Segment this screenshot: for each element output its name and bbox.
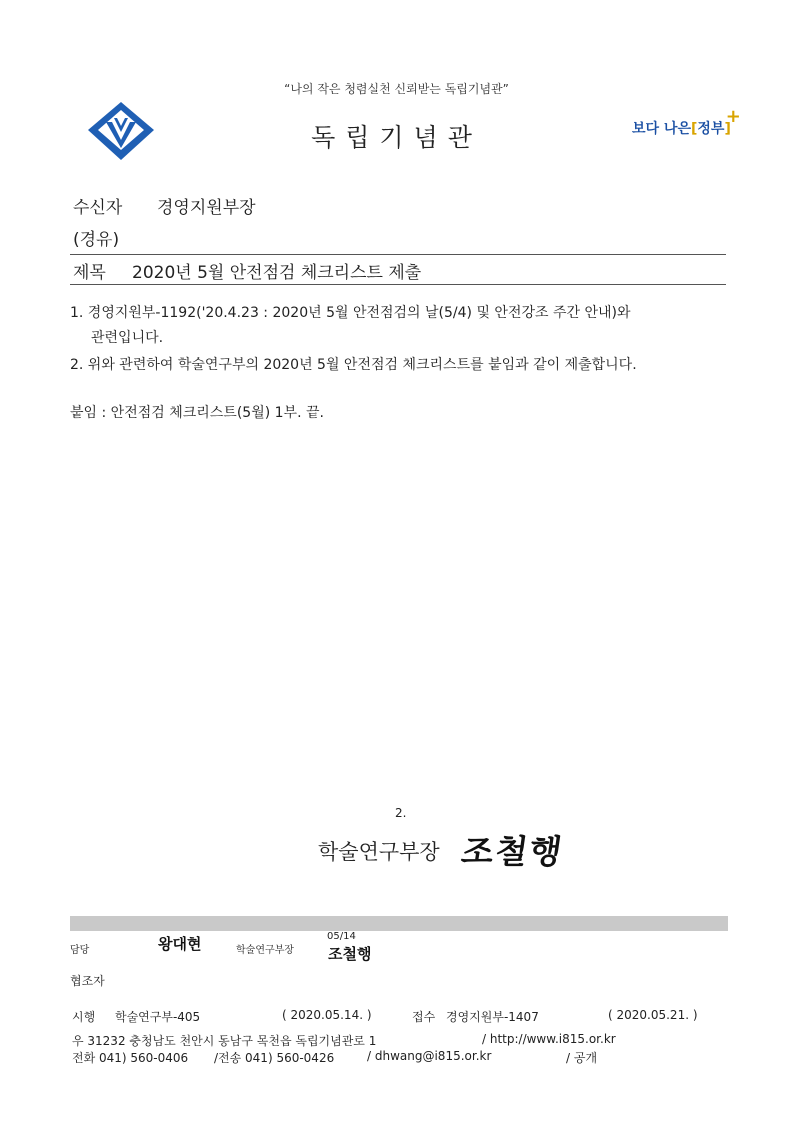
- approver-signature: 조철행: [328, 945, 372, 963]
- disclosure-status: / 공개: [566, 1051, 598, 1065]
- enforce-label: 시행: [72, 1010, 96, 1024]
- cooperator-label: 협조자: [70, 974, 105, 988]
- website-link[interactable]: / http://www.i815.or.kr: [482, 1032, 616, 1046]
- body-line-1: 1. 경영지원부-1192('20.4.23 : 2020년 5월 안전점검의 날(5/4) 및 안전강조 주간 안내)와: [70, 305, 631, 321]
- government-logo: [632, 106, 741, 152]
- plus-icon: +: [725, 106, 741, 127]
- phone: 전화 041) 560-0406: [72, 1051, 189, 1065]
- recipient-label: 수신자: [73, 198, 123, 218]
- recipient-value: 경영지원부장: [157, 198, 256, 218]
- footer-band: [70, 916, 728, 931]
- sender-signature: 조철행: [458, 832, 567, 871]
- divider: [70, 284, 726, 285]
- divider: [70, 254, 726, 255]
- drafter-signature: 왕대현: [158, 935, 202, 953]
- page-mark: 2.: [395, 806, 407, 820]
- attachment-line: 붙임 : 안전점검 체크리스트(5월) 1부. 끝.: [70, 405, 324, 421]
- enforce-date: ( 2020.05.14. ): [282, 1008, 372, 1022]
- subject-value: 2020년 5월 안전점검 체크리스트 제출: [132, 263, 422, 283]
- approver-title: 학술연구부장: [236, 945, 294, 956]
- receipt-label: 접수: [412, 1010, 436, 1024]
- gov-bracket-icon: [: [690, 121, 698, 137]
- body-line-1-cont: 관련입니다.: [91, 330, 164, 346]
- subject-label: 제목: [73, 263, 106, 283]
- body-line-2: 2. 위와 관련하여 학술연구부의 2020년 5월 안전점검 체크리스트를 붙임과 같이 제출합니다.: [70, 357, 637, 373]
- address: 우 31232 충청남도 천안시 동남구 목천읍 독립기념관로 1: [72, 1034, 377, 1048]
- drafter-label: 담당: [70, 945, 90, 956]
- organization-name: 독립기념관: [311, 123, 482, 152]
- slogan: “나의 작은 청렴실천 신뢰받는 독립기념관”: [284, 82, 509, 96]
- approval-date: 05/14: [327, 931, 356, 942]
- receipt-number: 경영지원부-1407: [446, 1010, 539, 1024]
- sender-title: 학술연구부장: [318, 840, 440, 864]
- fax: /전송 041) 560-0426: [214, 1051, 335, 1065]
- receipt-date: ( 2020.05.21. ): [608, 1008, 698, 1022]
- gov-bracket-icon: ]: [724, 121, 731, 137]
- gov-logo-text: 보다 나은: [632, 121, 691, 137]
- via-label: (경유): [73, 230, 120, 250]
- email-link[interactable]: / dhwang@i815.or.kr: [367, 1049, 492, 1063]
- enforce-number: 학술연구부-405: [115, 1010, 201, 1024]
- gov-logo-word: 정부: [697, 121, 725, 137]
